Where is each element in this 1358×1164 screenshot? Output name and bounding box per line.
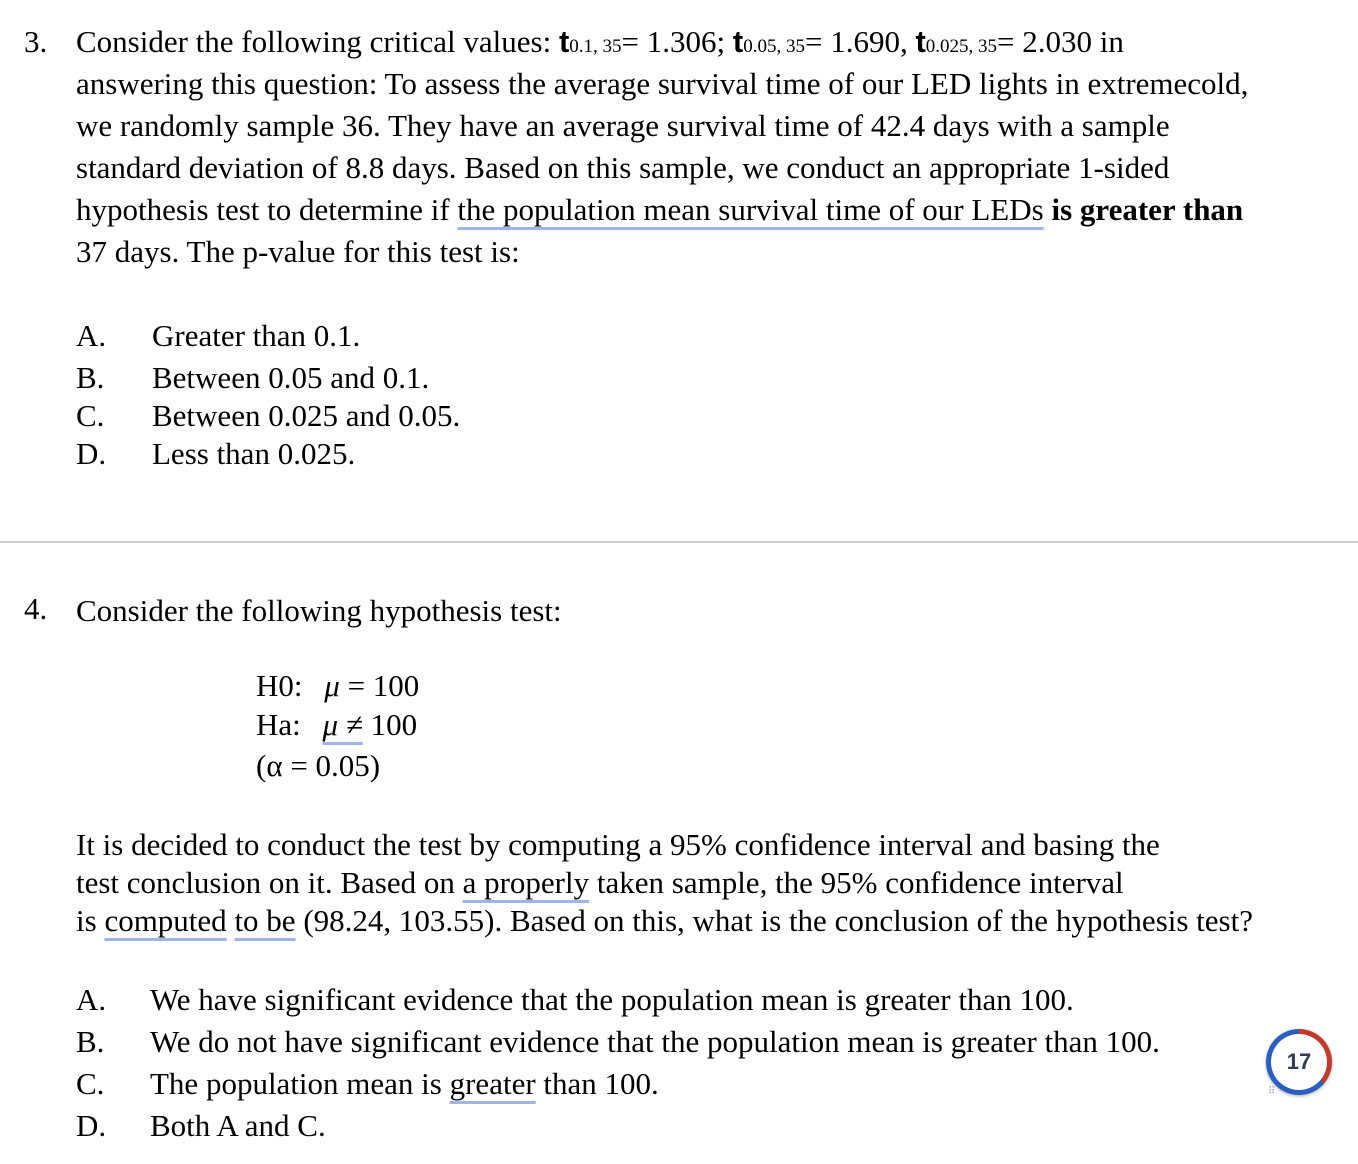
question-intro	[76, 590, 1356, 632]
underlined-phrase[interactable]: a properly	[462, 865, 590, 900]
underlined-phrase[interactable]: computed	[104, 903, 227, 938]
text-line: test conclusion on it. Based on a properly taken sample, the 95% confidence interval	[76, 865, 1124, 900]
notification-badge[interactable]	[1266, 1029, 1338, 1101]
t-subscript: 0.1, 35	[569, 36, 622, 57]
mu-symbol: μ	[324, 668, 340, 703]
option-letter: D.	[76, 1108, 107, 1143]
t-symbol: t	[732, 24, 744, 59]
text-line: hypothesis test to determine if the population mean survival time of our LEDs is greater than	[76, 192, 1244, 227]
text-line: 37 days. The p-value for this test is:	[76, 234, 520, 269]
alternative-hypothesis: Ha: μ ≠ 100	[256, 707, 418, 742]
text-line: standard deviation of 8.8 days. Based on this sample, we conduct an appropriate 1-sided	[76, 150, 1170, 185]
question-number: 3.	[24, 24, 48, 59]
underlined-phrase[interactable]: greater	[449, 1066, 536, 1101]
option-letter: A.	[76, 318, 107, 353]
option-text: We have significant evidence that the population mean is greater than 100.	[150, 982, 1074, 1017]
option-letter: A.	[76, 982, 107, 1017]
badge-ring	[1266, 1029, 1332, 1095]
text-line: Consider the following critical values: t0.1, 35= 1.306; t0.05, 35= 1.690, t0.025, 35= 2.030 in	[76, 24, 1124, 59]
ha-label: Ha:	[256, 707, 301, 742]
option-text: Both A and C.	[150, 1108, 326, 1143]
option-text: Between 0.05 and 0.1.	[152, 360, 430, 395]
t-symbol: t	[915, 24, 926, 59]
option-letter: B.	[76, 1024, 105, 1059]
underlined-phrase[interactable]: to be	[234, 903, 296, 938]
option-letter: B.	[76, 360, 105, 395]
drag-grip-icon[interactable]: ⠿	[1268, 1086, 1276, 1097]
question-text	[76, 826, 1356, 940]
badge-count: 17	[1271, 1034, 1327, 1090]
bold-phrase: is greater than	[1043, 192, 1244, 227]
option-letter: C.	[76, 1066, 105, 1101]
mu-not-equal[interactable]: μ ≠	[322, 707, 363, 742]
h0-label: H0:	[256, 668, 303, 703]
text-line: It is decided to conduct the test by computing a 95% confidence interval and basing the	[76, 827, 1160, 862]
text-line: Consider the following hypothesis test:	[76, 593, 562, 628]
option-text: Between 0.025 and 0.05.	[152, 398, 461, 433]
option-text: We do not have significant evidence that the population mean is greater than 100.	[150, 1024, 1160, 1059]
section-divider	[0, 541, 1358, 543]
text-line: is computed to be (98.24, 103.55). Based on this, what is the conclusion of the hypothesis test?	[76, 903, 1253, 938]
t-symbol: t	[558, 24, 570, 59]
question-text	[76, 21, 1356, 273]
text-line: we randomly sample 36. They have an average survival time of 42.4 days with a sample	[76, 108, 1170, 143]
text-line: answering this question: To assess the average survival time of our LED lights in extremecold,	[76, 66, 1249, 101]
alpha-level: (α = 0.05)	[256, 748, 381, 783]
underlined-phrase[interactable]: the population mean survival time of our LEDs	[457, 192, 1044, 227]
null-hypothesis: H0: μ = 100	[256, 668, 420, 703]
option-text: Less than 0.025.	[152, 436, 356, 471]
t-subscript: 0.05, 35	[743, 36, 805, 57]
question-number: 4.	[24, 591, 48, 626]
option-letter: C.	[76, 398, 105, 433]
option-letter: D.	[76, 436, 107, 471]
option-text: Greater than 0.1.	[152, 318, 361, 353]
t-subscript: 0.025, 35	[925, 36, 998, 57]
option-text: The population mean is greater than 100.	[150, 1066, 659, 1101]
